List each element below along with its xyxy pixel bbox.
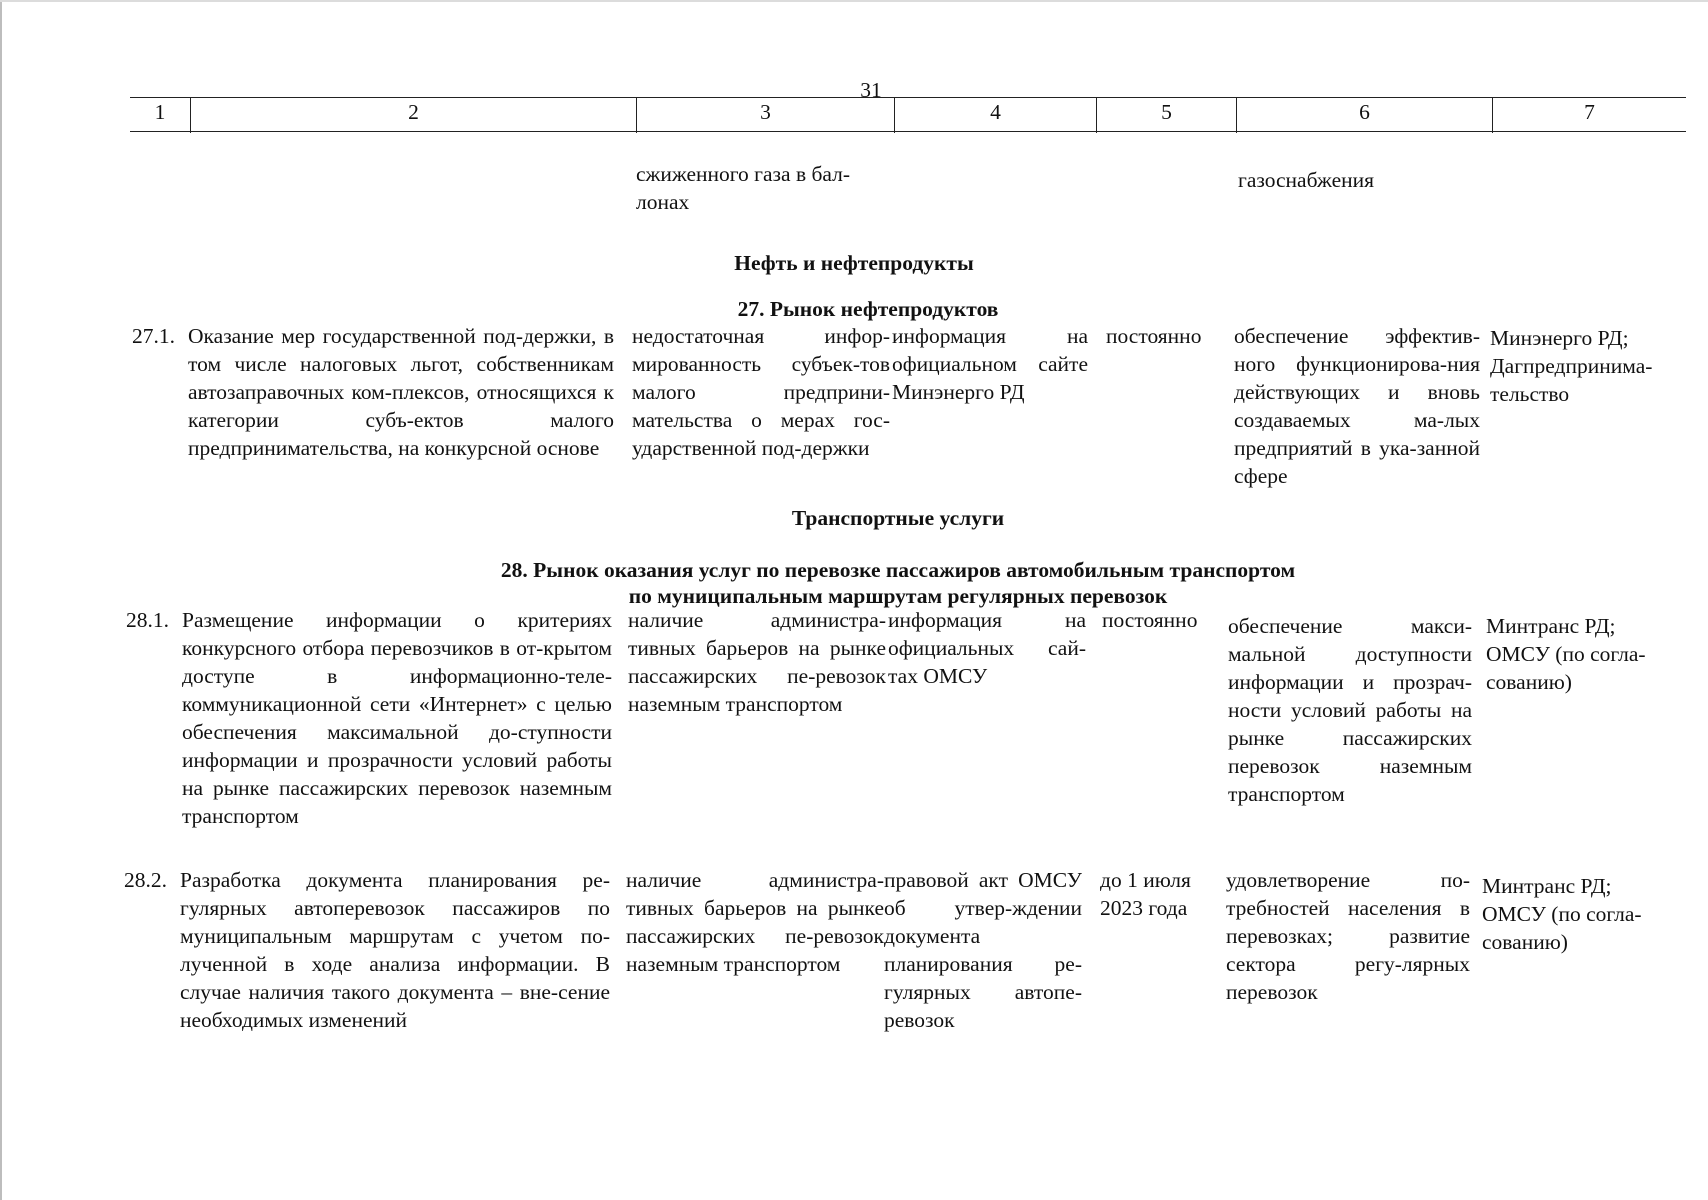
scan-edge-top (0, 0, 1708, 2)
row-28-1-deadline: постоянно (1102, 608, 1198, 632)
row-28-1-measure: Размещение информации о критериях конкурсного отбора перевозчиков в от-крытом доступе в информационно-теле-коммуникационной сети «Интернет» с целью обеспечения максимальной до-ступности информации и прозрачности условий работы на рынке пассажирских перевозок наземным транспортом (182, 608, 612, 828)
row-28-1-result-document: информация на официальных сай-тах ОМСУ (888, 608, 1086, 688)
continued-row-col6: газоснабжения (1238, 168, 1375, 192)
row-28-1-indicator: обеспечение макси-мальной доступности информации и прозрач-ности условий работы на рынке пассажирских перевозок наземным транспортом (1228, 614, 1472, 806)
row-28-2-indicator: удовлетворение по-требностей населения в перевозках; развитие сектора регу-лярных перевозок (1226, 868, 1470, 1004)
scan-edge-left (0, 0, 2, 1200)
market-heading-27: 27. Рынок нефтепродуктов (737, 297, 999, 321)
column-header-5: 5 (1096, 97, 1236, 133)
row-28-2-result-document: правовой акт ОМСУ об утвер-ждении документа планирования ре-гулярных автопе-ревозок (884, 868, 1082, 1032)
row-number-28-2: 28.2. (124, 868, 167, 892)
group-heading-transport: Транспортные услуги (791, 506, 1005, 530)
market-heading-28-line2: по муниципальным маршрутам регулярных перевозок (628, 584, 1168, 608)
row-28-1-responsible: Минтранс РД; ОМСУ (по согла-сованию) (1486, 614, 1646, 694)
column-header-4: 4 (894, 97, 1096, 133)
column-header-1: 1 (154, 100, 166, 124)
continued-row-col3: сжиженного газа в бал- лонах (636, 162, 851, 214)
row-28-1-problem: наличие администра-тивных барьеров на рынке пассажирских пе-ревозок наземным транспортом (628, 608, 886, 716)
row-number-27-1: 27.1. (132, 324, 175, 348)
row-27-1-deadline: постоянно (1106, 324, 1202, 348)
row-28-2-measure: Разработка документа планирования ре-гулярных автоперевозок пассажиров по муниципальным маршрутам с учетом по-лученной в ходе анализа информации. В случае наличия такого документа – вне-сение необходимых изменений (180, 868, 610, 1032)
column-header-3: 3 (636, 97, 894, 133)
row-27-1-result-document: информация на официальном сайте Минэнерго РД (892, 324, 1088, 404)
row-27-1-responsible: Минэнерго РД; Дагпредпринима-тельство (1490, 326, 1653, 406)
group-heading-oil: Нефть и нефтепродукты (734, 251, 974, 275)
column-header-row (130, 97, 1686, 133)
row-28-2-problem: наличие администра-тивных барьеров на рынке пассажирских пе-ревозок наземным транспортом (626, 868, 884, 976)
page-number: 31 (860, 78, 882, 102)
row-27-1-measure: Оказание мер государственной под-держки, в том числе налоговых льгот, собственникам автозаправочных ком-плексов, относящихся к категории субъ-ектов малого предпринимательства, на конкурсной основе (188, 324, 614, 460)
column-header-2: 2 (190, 97, 636, 133)
row-number-28-1: 28.1. (126, 608, 169, 632)
row-27-1-indicator: обеспечение эффектив-ного функционирова-ния действующих и вновь создаваемых ма-лых предприятий в ука-занной сфере (1234, 324, 1480, 488)
column-header-7: 7 (1492, 97, 1686, 133)
market-heading-28-line1: 28. Рынок оказания услуг по перевозке пассажиров автомобильным транспортом (500, 558, 1296, 582)
column-header-6: 6 (1236, 97, 1492, 133)
row-28-2-deadline: до 1 июля 2023 года (1100, 868, 1191, 920)
row-27-1-problem: недостаточная инфор-мированность субъек-тов малого предприни-мательства о мерах гос-ударственной под-держки (632, 324, 890, 460)
row-28-2-responsible: Минтранс РД; ОМСУ (по согла-сованию) (1482, 874, 1642, 954)
